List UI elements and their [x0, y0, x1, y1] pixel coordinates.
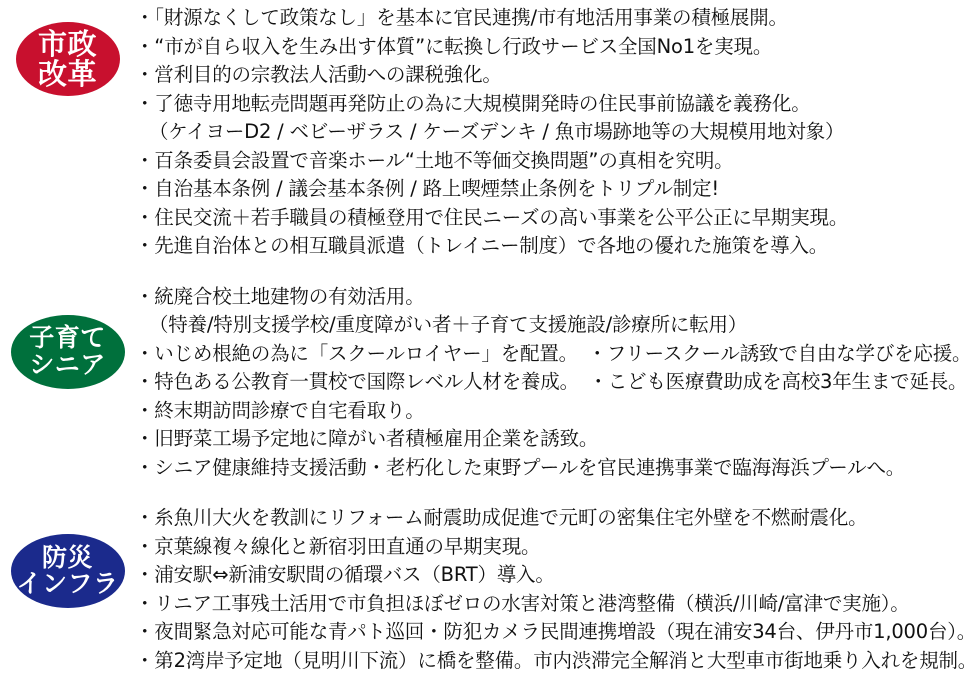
- list-item: ・いじめ根絶の為に「スクールロイヤー」を配置。 ・フリースクール誘致で自由な学びを応援。: [135, 340, 974, 369]
- list-item: ・リニア工事残土活用で市負担ほぼゼロの水害対策と港湾整備（横浜/川崎/富津で実施）。: [135, 590, 977, 619]
- list-item: ・第2湾岸予定地（見明川下流）に橋を整備。市内渋滞完全解消と大型車市街地乗り入れを規制。: [135, 647, 977, 675]
- list-item: ・自治基本条例 / 議会基本条例 / 路上喫煙禁止条例をトリプル制定!: [135, 175, 974, 204]
- section-kosodate-senior: [0, 261, 980, 483]
- list-item: ・京葉線複々線化と新宿羽田直通の早期実現。: [135, 533, 977, 562]
- badge-line-2: インフラ: [16, 571, 118, 597]
- badge-column: [0, 504, 135, 608]
- policy-list-kosodate-senior: [135, 283, 980, 483]
- badge-shisei-kaikaku: [16, 22, 120, 96]
- section-bosai-infra: [0, 482, 980, 675]
- list-item: （ケイヨーD2 / ベビーザラス / ケーズデンキ / 魚市場跡地等の大規模用地対象）: [135, 118, 974, 147]
- policy-list-shisei-kaikaku: [135, 4, 980, 261]
- list-item: ・営利目的の宗教法人活動への課税強化。: [135, 61, 974, 90]
- list-item: ・旧野菜工場予定地に障がい者積極雇用企業を誘致。: [135, 425, 974, 454]
- list-item: ・住民交流＋若手職員の積極登用で住民ニーズの高い事業を公平公正に早期実現。: [135, 204, 974, 233]
- policy-list-bosai-infra: [135, 504, 980, 675]
- list-item: （特養/特別支援学校/重度障がい者＋子育て支援施設/診療所に転用）: [135, 311, 974, 340]
- list-item: ・了徳寺用地転売問題再発防止の為に大規模開発時の住民事前協議を義務化。: [135, 90, 974, 119]
- badge-kosodate-senior: [11, 315, 125, 389]
- list-item: ・シニア健康維持支援活動・老朽化した東野プールを官民連携事業で臨海海浜プールへ。: [135, 454, 974, 483]
- list-item: ・夜間緊急対応可能な青パト巡回・防犯カメラ民間連携増設（現在浦安34台、伊丹市1,000台）。: [135, 618, 977, 647]
- badge-bosai-infra: [11, 534, 125, 608]
- list-item: ・糸魚川大火を教訓にリフォーム耐震助成促進で元町の密集住宅外壁を不燃耐震化。: [135, 504, 977, 533]
- badge-line-2: 改革: [38, 59, 97, 89]
- list-item: ・先進自治体との相互職員派遣（トレイニー制度）で各地の優れた施策を導入。: [135, 232, 974, 261]
- list-item: ・終末期訪問診療で自宅看取り。: [135, 397, 974, 426]
- list-item: ・統廃合校土地建物の有効活用。: [135, 283, 974, 312]
- badge-line-1: 防災: [42, 545, 93, 571]
- list-item: ・「財源なくして政策なし」を基本に官民連携/市有地活用事業の積極展開。: [135, 4, 974, 33]
- badge-line-1: 子育て: [29, 325, 106, 351]
- badge-line-1: 市政: [38, 29, 97, 59]
- badge-line-2: シニア: [29, 352, 106, 378]
- list-item: ・百条委員会設置で音楽ホール“土地不等価交換問題”の真相を究明。: [135, 147, 974, 176]
- list-item: ・浦安駅⇔新浦安駅間の循環バス（BRT）導入。: [135, 561, 977, 590]
- list-item: ・特色ある公教育一貫校で国際レベル人材を養成。 ・こども医療費助成を高校3年生まで延長。: [135, 368, 974, 397]
- badge-column: [0, 4, 135, 96]
- section-shisei-kaikaku: [0, 0, 980, 261]
- badge-column: [0, 283, 135, 389]
- list-item: ・“市が自ら収入を生み出す体質”に転換し行政サービス全国No1を実現。: [135, 33, 974, 62]
